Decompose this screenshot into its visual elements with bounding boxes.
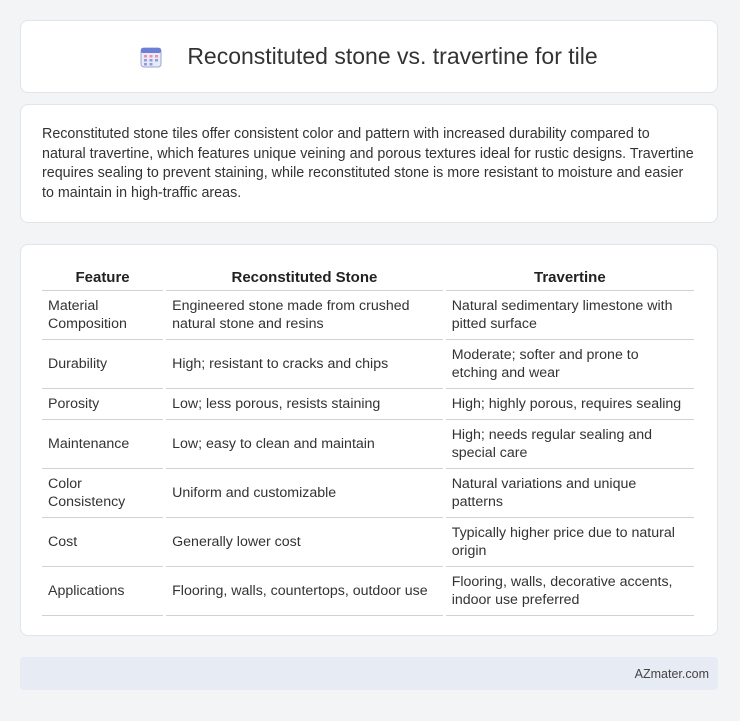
page-title-text: Reconstituted stone vs. travertine for tile <box>187 43 598 69</box>
cell-travertine: Natural sedimentary limestone with pitted surface <box>446 291 694 340</box>
cell-reconstituted: Uniform and customizable <box>166 469 443 518</box>
footer-brand[interactable]: AZmater.com <box>634 666 709 681</box>
header-feature: Feature <box>42 263 163 291</box>
cell-feature: Applications <box>42 567 163 616</box>
cell-reconstituted: Engineered stone made from crushed natural stone and resins <box>166 291 443 340</box>
cell-travertine: Moderate; softer and prone to etching and wear <box>446 340 694 389</box>
table-row <box>42 340 694 389</box>
calendar-icon <box>140 46 162 68</box>
table-row <box>42 291 694 340</box>
table-row <box>42 469 694 518</box>
footer-bar <box>20 657 718 690</box>
cell-reconstituted: Generally lower cost <box>166 518 443 567</box>
cell-reconstituted: Flooring, walls, countertops, outdoor use <box>166 567 443 616</box>
cell-feature: Durability <box>42 340 163 389</box>
cell-travertine: Flooring, walls, decorative accents, indoor use preferred <box>446 567 694 616</box>
table-row <box>42 518 694 567</box>
cell-reconstituted: Low; less porous, resists staining <box>166 389 443 420</box>
cell-feature: Porosity <box>42 389 163 420</box>
table-row <box>42 389 694 420</box>
cell-travertine: High; needs regular sealing and special care <box>446 420 694 469</box>
table-header-row <box>42 263 694 291</box>
cell-reconstituted: High; resistant to cracks and chips <box>166 340 443 389</box>
cell-feature: Cost <box>42 518 163 567</box>
intro-card <box>20 104 718 223</box>
cell-travertine: High; highly porous, requires sealing <box>446 389 694 420</box>
comparison-table <box>39 263 697 616</box>
table-row <box>42 567 694 616</box>
intro-paragraph: Reconstituted stone tiles offer consistent color and pattern with increased durability compared to natural travertine, which features unique veining and porous textures ideal for rustic designs. Travertine requires sealing to prevent staining, while reconstituted stone is more resistant to moisture and easier to maintain in high-traffic areas. <box>42 126 694 201</box>
comparison-card <box>20 244 718 636</box>
title-card <box>20 20 718 93</box>
header-reconstituted-stone: Reconstituted Stone <box>166 263 443 291</box>
table-row <box>42 420 694 469</box>
cell-feature: Color Consistency <box>42 469 163 518</box>
cell-travertine: Natural variations and unique patterns <box>446 469 694 518</box>
cell-reconstituted: Low; easy to clean and maintain <box>166 420 443 469</box>
cell-travertine: Typically higher price due to natural origin <box>446 518 694 567</box>
header-travertine: Travertine <box>446 263 694 291</box>
cell-feature: Material Composition <box>42 291 163 340</box>
page-title <box>140 43 597 70</box>
cell-feature: Maintenance <box>42 420 163 469</box>
